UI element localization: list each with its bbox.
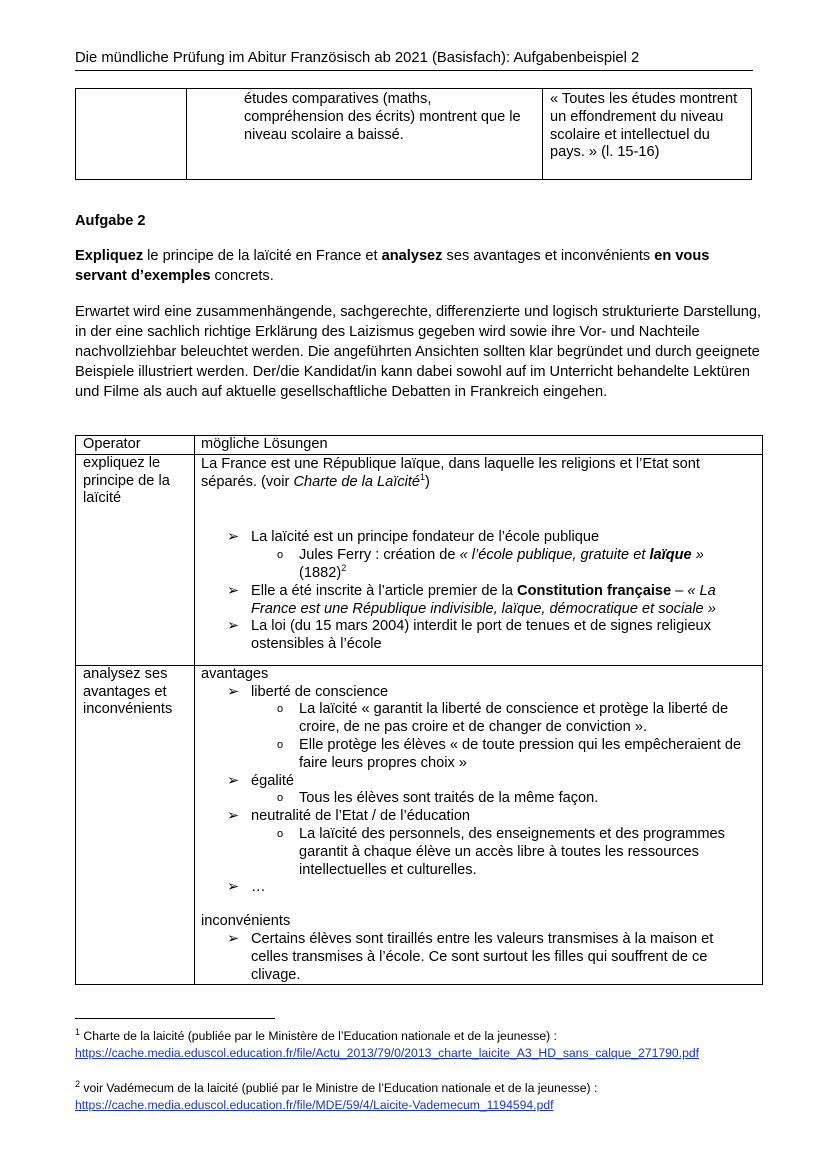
footnote-2-link[interactable]: https://cache.media.eduscol.education.fr/file/MDE/59/4/Laicite-Vademecum_1194594.pdf <box>75 1098 554 1112</box>
task-verb-3: en vous servant d’exemples <box>75 248 710 284</box>
footnote-2: $^2$ voir Vadémecum de la laicité (publié par le Ministre de l’Education nationale et de la jeunesse) : https://cache.media.eduscol.education.fr/file/MDE/59/4/Laicite-Vademecum_1194594.pdf <box>75 1078 598 1112</box>
list-item: ➢ neutralité de l’Etat / de l’éducation o La laïcité des personnels, des enseignements et des programmes garantit à chaque élève un accès libre à toutes les ressources intellectuelles et culturelles. <box>201 808 754 879</box>
header-solutions: mögliche Lösungen <box>195 436 763 455</box>
task-text-2: ses avantages et inconvénients <box>442 248 655 264</box>
row1-list <box>201 529 754 654</box>
row1-solution <box>195 454 763 665</box>
header-operator: Operator <box>76 436 195 455</box>
list-item: ➢ La loi (du 15 mars 2004) interdit le port de tenues et de signes religieux ostensibles à l’école <box>227 618 711 653</box>
disadvantages-title: inconvénients <box>201 913 291 930</box>
row1-intro: La France est une République laïque, dans laquelle les religions et l’Etat sont séparés. (voir Charte de la Laïcité$^1$) <box>201 455 700 490</box>
task-text-1: le principe de la laïcité en France et <box>143 248 382 264</box>
list-item: ➢ liberté de conscience o La laïcité « garantit la liberté de conscience et protège la liberté de croire, de ne pas croire et de changer de conviction ». o Elle protège les élèves « de toute pression qui les empêcheraient de faire leurs propres choix » <box>201 684 754 773</box>
footnote-1-link[interactable]: https://cache.media.eduscol.education.fr/file/Actu_2013/79/0/2013_charte_laicite_A3_HD_sans_calque_271790.pdf <box>75 1046 700 1060</box>
advantages-title: avantages <box>201 665 269 682</box>
list-item: o Elle protège les élèves « de toute pression qui les empêcheraient de faire leurs propres choix » <box>277 736 742 771</box>
table-row <box>76 454 763 665</box>
list-item: o Tous les élèves sont traités de la même façon. <box>277 790 599 807</box>
circle-bullet-icon: o <box>277 703 284 716</box>
circle-bullet-icon: o <box>277 792 284 805</box>
circle-bullet-icon: o <box>277 738 284 751</box>
arrow-bullet-icon: ➢ <box>227 808 240 825</box>
table-header-row <box>76 436 763 455</box>
footnote-separator <box>75 1018 275 1019</box>
list-item: ➢ … <box>227 879 266 896</box>
footnote-1: $^1$ Charte de la laicité (publiée par le Ministère de l’Education nationale et de la jeunesse) : https://cache.media.eduscol.education.fr/file/Actu_2013/79/0/2013_charte_laicite_A3_HD_sans_calque_271790.pdf <box>75 1026 700 1060</box>
list-item: o La laïcité « garantit la liberté de conscience et protège la liberté de croire, de ne pas croire et de changer de conviction ». <box>277 701 729 736</box>
arrow-bullet-icon: ➢ <box>227 582 240 599</box>
arrow-bullet-icon: ➢ <box>227 529 240 546</box>
circle-bullet-icon: o <box>277 549 284 562</box>
list-item: ➢ égalité o Tous les élèves sont traités de la même façon. <box>201 773 754 809</box>
table1-cell-1 <box>76 89 187 180</box>
arrow-bullet-icon: ➢ <box>227 930 240 947</box>
arrow-bullet-icon: ➢ <box>227 618 240 635</box>
circle-bullet-icon: o <box>277 827 284 840</box>
expectation-paragraph: Erwartet wird eine zusammenhängende, sachgerechte, differenzierte und logisch strukturierte Darstellung, in der eine sachlich richtige Erklärung des Laizismus gegeben wird sowie ihre Vor- und Nachteile nachvollziehbar beleuchtet werden. Die angeführten Ansichten sollten klar begründet und durch geeignete Beispiele illustriert werden. Der/die Kandidat/in kann dabei sowohl auf im Unterricht behandelte Lektüren und Filme als auch auf aktuelle gesellschaftliche Debatten in Frankreich eingehen. <box>75 304 761 400</box>
disadvantages-list <box>201 931 754 984</box>
task-verb-2: analysez <box>381 248 443 264</box>
solutions-table <box>75 435 763 985</box>
task-verb-1: Expliquez <box>75 248 144 264</box>
continued-table <box>75 88 752 180</box>
arrow-bullet-icon: ➢ <box>227 772 240 789</box>
list-item: ➢ La laïcité est un principe fondateur de l’école publique o Jules Ferry : création de « l’école publique, gratuite et laïque » $(1882)^2$ <box>201 529 754 582</box>
task-text-3: concrets. <box>210 268 274 284</box>
table-row <box>76 665 763 985</box>
sub-list <box>251 826 754 879</box>
row2-solution <box>195 665 763 985</box>
page-header: Die mündliche Prüfung im Abitur Französisch ab 2021 (Basisfach): Aufgabenbeispiel 2 <box>75 50 753 71</box>
row2-operator: analysez ses avantages et inconvénients <box>76 665 195 985</box>
sub-list <box>251 701 754 772</box>
row1-operator: expliquez le principe de la laïcité <box>76 454 195 665</box>
advantages-list <box>201 684 754 898</box>
arrow-bullet-icon: ➢ <box>227 879 240 896</box>
arrow-bullet-icon: ➢ <box>227 683 240 700</box>
table1-cell-3: « Toutes les études montrent un effondrement du niveau scolaire et intellectuel du pays. » (l. 15-16) <box>543 89 752 180</box>
list-item: o Jules Ferry : création de « l’école publique, gratuite et laïque » $(1882)^2$ <box>277 547 704 581</box>
sub-list <box>251 790 754 808</box>
list-item: ➢ Certains élèves sont tiraillés entre les valeurs transmises à la maison et celles transmises à l’école. Ce sont surtout les filles qui souffrent de ce clivage. <box>227 930 714 983</box>
task-heading: Aufgabe 2 <box>75 213 146 229</box>
list-item: o La laïcité des personnels, des enseignements et des programmes garantit à chaque élève un accès libre à toutes les ressources intellectuelles et culturelles. <box>277 825 725 878</box>
list-item: ➢ Elle a été inscrite à l’article premier de la Constitution française – « La France est une République indivisible, laïque, démocratique et sociale » <box>227 582 716 617</box>
sub-list <box>251 547 754 583</box>
task-statement <box>75 246 755 286</box>
table1-cell-2: études comparatives (maths, compréhension des écrits) montrent que le niveau scolaire a baissé. <box>187 89 543 180</box>
